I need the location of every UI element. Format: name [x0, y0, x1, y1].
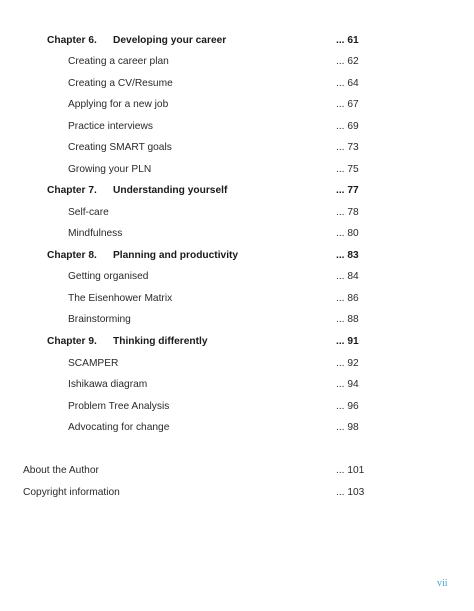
section-title: Brainstorming: [68, 314, 131, 325]
section-page: ... 96: [336, 401, 359, 412]
section-page: ... 62: [336, 56, 359, 67]
toc-section[interactable]: [0, 76, 474, 92]
toc-chapter-8[interactable]: [0, 248, 474, 264]
section-page: ... 73: [336, 142, 359, 153]
toc-section[interactable]: [0, 356, 474, 372]
toc-section[interactable]: [0, 226, 474, 242]
toc-chapter-6[interactable]: [0, 33, 474, 49]
back-matter-title: About the Author: [23, 465, 99, 476]
section-title: Getting organised: [68, 271, 149, 282]
chapter-title: Understanding yourself: [113, 185, 228, 196]
toc-section[interactable]: [0, 269, 474, 285]
toc-chapter-9[interactable]: [0, 334, 474, 350]
section-title: SCAMPER: [68, 358, 119, 369]
chapter-number: Chapter 6.: [47, 35, 97, 46]
section-page: ... 84: [336, 271, 359, 282]
toc-section[interactable]: [0, 205, 474, 221]
section-title: Problem Tree Analysis: [68, 401, 170, 412]
section-title: The Eisenhower Matrix: [68, 293, 173, 304]
toc-section[interactable]: [0, 377, 474, 393]
toc-section[interactable]: [0, 291, 474, 307]
section-title: Self-care: [68, 207, 109, 218]
chapter-page: ... 61: [336, 35, 359, 46]
section-page: ... 86: [336, 293, 359, 304]
section-page: ... 64: [336, 78, 359, 89]
toc-section[interactable]: [0, 119, 474, 135]
section-title: Mindfulness: [68, 228, 123, 239]
section-title: Practice interviews: [68, 121, 153, 132]
section-page: ... 67: [336, 99, 359, 110]
back-matter-page: ... 101: [336, 465, 365, 476]
toc-section[interactable]: [0, 140, 474, 156]
section-page: ... 92: [336, 358, 359, 369]
chapter-number: Chapter 9.: [47, 336, 97, 347]
toc-section[interactable]: [0, 162, 474, 178]
section-page: ... 94: [336, 379, 359, 390]
section-page: ... 78: [336, 207, 359, 218]
chapter-title: Planning and productivity: [113, 250, 239, 261]
toc-about-author[interactable]: [0, 463, 474, 479]
section-page: ... 98: [336, 422, 359, 433]
toc-section[interactable]: [0, 420, 474, 436]
toc-chapter-7[interactable]: [0, 183, 474, 199]
toc-copyright-information[interactable]: [0, 485, 474, 501]
page-number: vii: [437, 578, 448, 589]
chapter-number: Chapter 7.: [47, 185, 97, 196]
chapter-title: Developing your career: [113, 35, 227, 46]
toc-section[interactable]: [0, 54, 474, 70]
section-title: Growing your PLN: [68, 164, 152, 175]
section-title: Creating a career plan: [68, 56, 169, 67]
toc-section[interactable]: [0, 97, 474, 113]
section-page: ... 80: [336, 228, 359, 239]
toc-section[interactable]: [0, 399, 474, 415]
section-page: ... 75: [336, 164, 359, 175]
section-title: Creating a CV/Resume: [68, 78, 173, 89]
chapter-page: ... 77: [336, 185, 359, 196]
chapter-page: ... 83: [336, 250, 359, 261]
section-title: Advocating for change: [68, 422, 170, 433]
chapter-title: Thinking differently: [113, 336, 208, 347]
section-title: Applying for a new job: [68, 99, 169, 110]
back-matter-page: ... 103: [336, 487, 365, 498]
section-page: ... 88: [336, 314, 359, 325]
chapter-number: Chapter 8.: [47, 250, 97, 261]
section-page: ... 69: [336, 121, 359, 132]
toc-section[interactable]: [0, 312, 474, 328]
section-title: Ishikawa diagram: [68, 379, 148, 390]
chapter-page: ... 91: [336, 336, 359, 347]
section-title: Creating SMART goals: [68, 142, 172, 153]
back-matter-title: Copyright information: [23, 487, 120, 498]
